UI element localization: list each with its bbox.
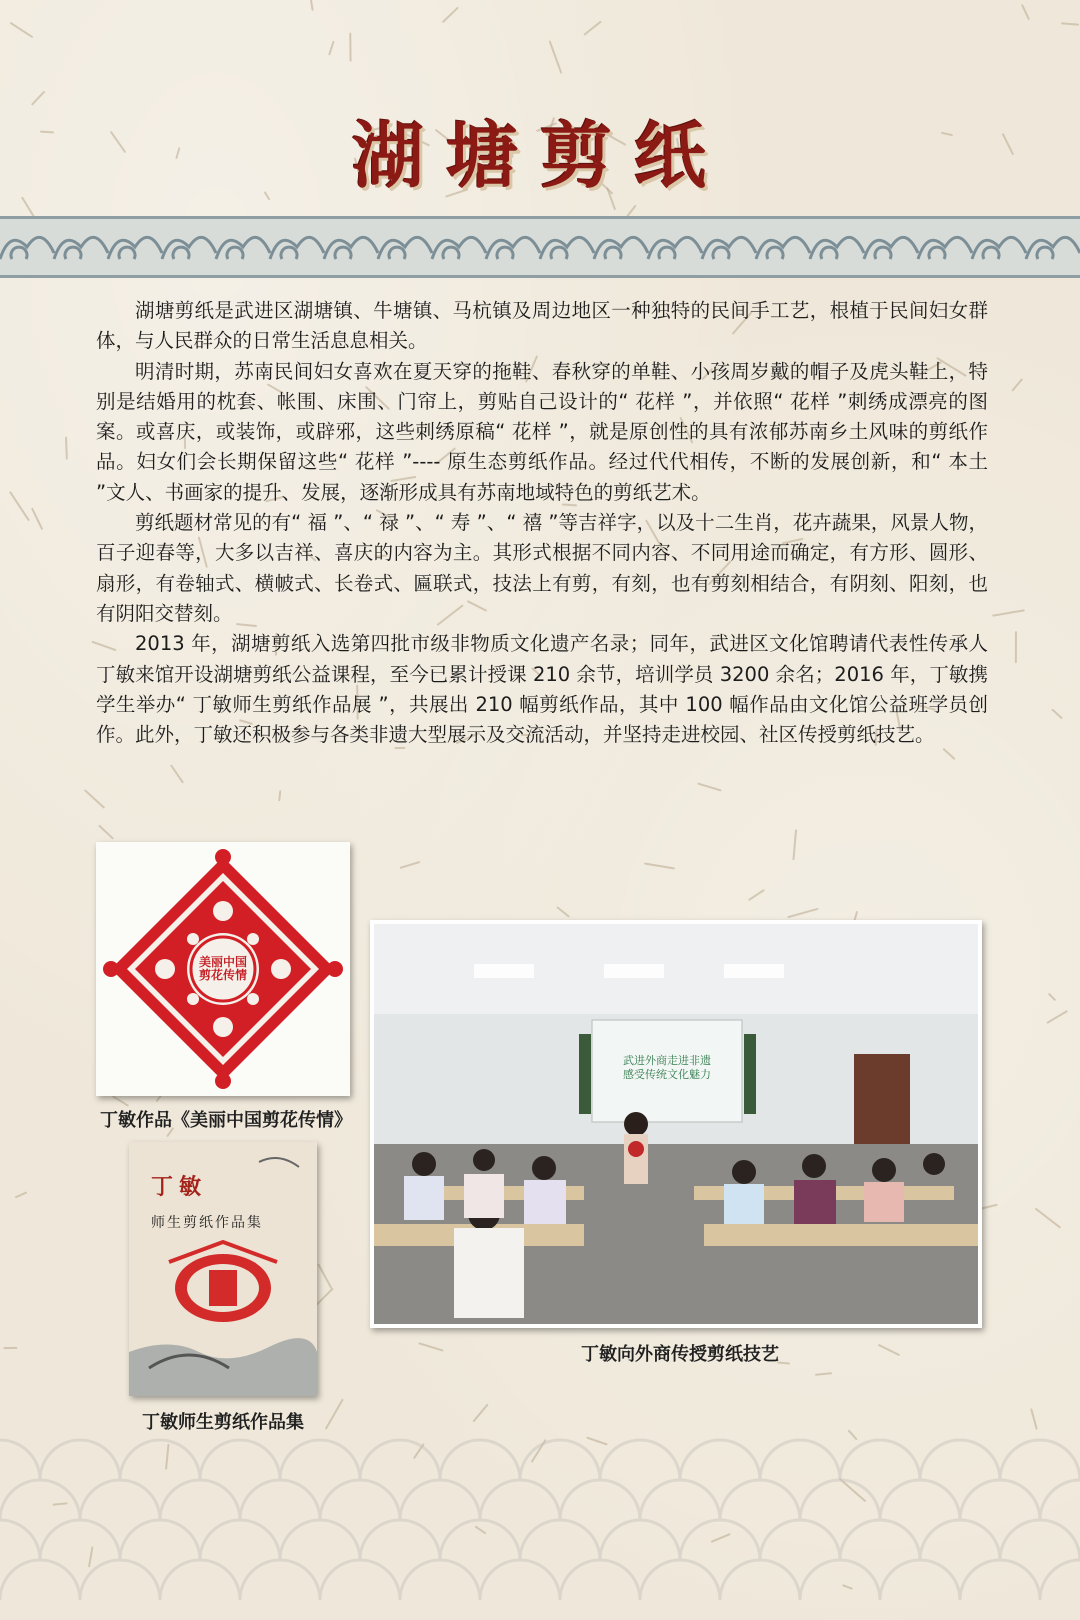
paragraph: 湖塘剪纸是武进区湖塘镇、牛塘镇、马杭镇及周边地区一种独特的民间手工艺，根植于民间妇女群体，与人民群众的日常生活息息相关。 xyxy=(96,299,988,353)
papercut-center-text: 美丽中国剪花传情 xyxy=(198,955,247,982)
paragraph: 剪纸题材常见的有“ 福 ”、“ 禄 ”、“ 寿 ”、“ 禧 ”等吉祥字，以及十二生肖，花卉蔬果，风景人物，百子迎春等，大多以吉祥、喜庆的内容为主。其形式根据不同内容、不同用途而确定，有方形、圆形、扇形，有卷轴式、横帔式、长卷式、匾联式，技法上有剪，有刻，也有剪刻相结合，有阴刻、阳刻，也有阴阳交替刻。 xyxy=(96,511,988,625)
paper-fiber xyxy=(1015,631,1017,663)
screen-text-line-2: 感受传统文化魅力 xyxy=(623,1068,711,1081)
photo-caption: 丁敏向外商传授剪纸技艺 xyxy=(581,1344,779,1365)
screen-text-line-1: 武进外商走进非遗 xyxy=(623,1054,711,1067)
paper-fiber xyxy=(3,1346,17,1348)
book-subtitle: 师生剪纸作品集 xyxy=(151,1215,263,1231)
paragraph: 2013 年，湖塘剪纸入选第四批市级非物质文化遗产名录；同年，武进区文化馆聘请代表性传承人丁敏来馆开设湖塘剪纸公益课程，至今已累计授课 210 余节，培训学员 3200 余名；2016 年，丁敏携学生举办“ 丁敏师生剪纸作品展 ”，共展出 210 幅剪纸作品，其中 100 幅作品由文化馆公益班学员创作。此外，丁敏还积极参与各类非遗大型展示及交流活动，并坚持走进校园、社区传授剪纸技艺。 xyxy=(96,632,988,747)
papercut-artwork-image xyxy=(96,842,350,1096)
decorative-cloud-border xyxy=(0,216,1080,278)
classroom-photo xyxy=(370,920,982,1328)
papercut-caption: 丁敏作品《美丽中国剪花传情》 xyxy=(100,1110,352,1131)
bottom-wave-pattern xyxy=(0,1420,1080,1620)
book-cover-image xyxy=(129,1142,317,1396)
article-body xyxy=(96,296,988,750)
paragraph: 明清时期，苏南民间妇女喜欢在夏天穿的拖鞋、春秋穿的单鞋、小孩周岁戴的帽子及虎头鞋上，特别是结婚用的枕套、帐围、床围、门帘上，剪贴自己设计的“ 花样 ”，并依照“ 花样 ”刺绣成漂亮的图案。或喜庆，或装饰，或辟邪，这些刺绣原稿“ 花样 ”，就是原创性的具有浓郁苏南乡土风味的剪纸作品。妇女们会长期保留这些“ 花样 ”---- 原生态剪纸作品。经过代代相传，不断的发展创新，和“ 本土 ”文人、书画家的提升、发展，逐渐形成具有苏南地域特色的剪纸艺术。 xyxy=(96,359,988,504)
book-title: 丁敏 xyxy=(151,1174,208,1200)
book-caption: 丁敏师生剪纸作品集 xyxy=(142,1412,304,1433)
page-title: 湖塘剪纸 xyxy=(351,113,728,198)
